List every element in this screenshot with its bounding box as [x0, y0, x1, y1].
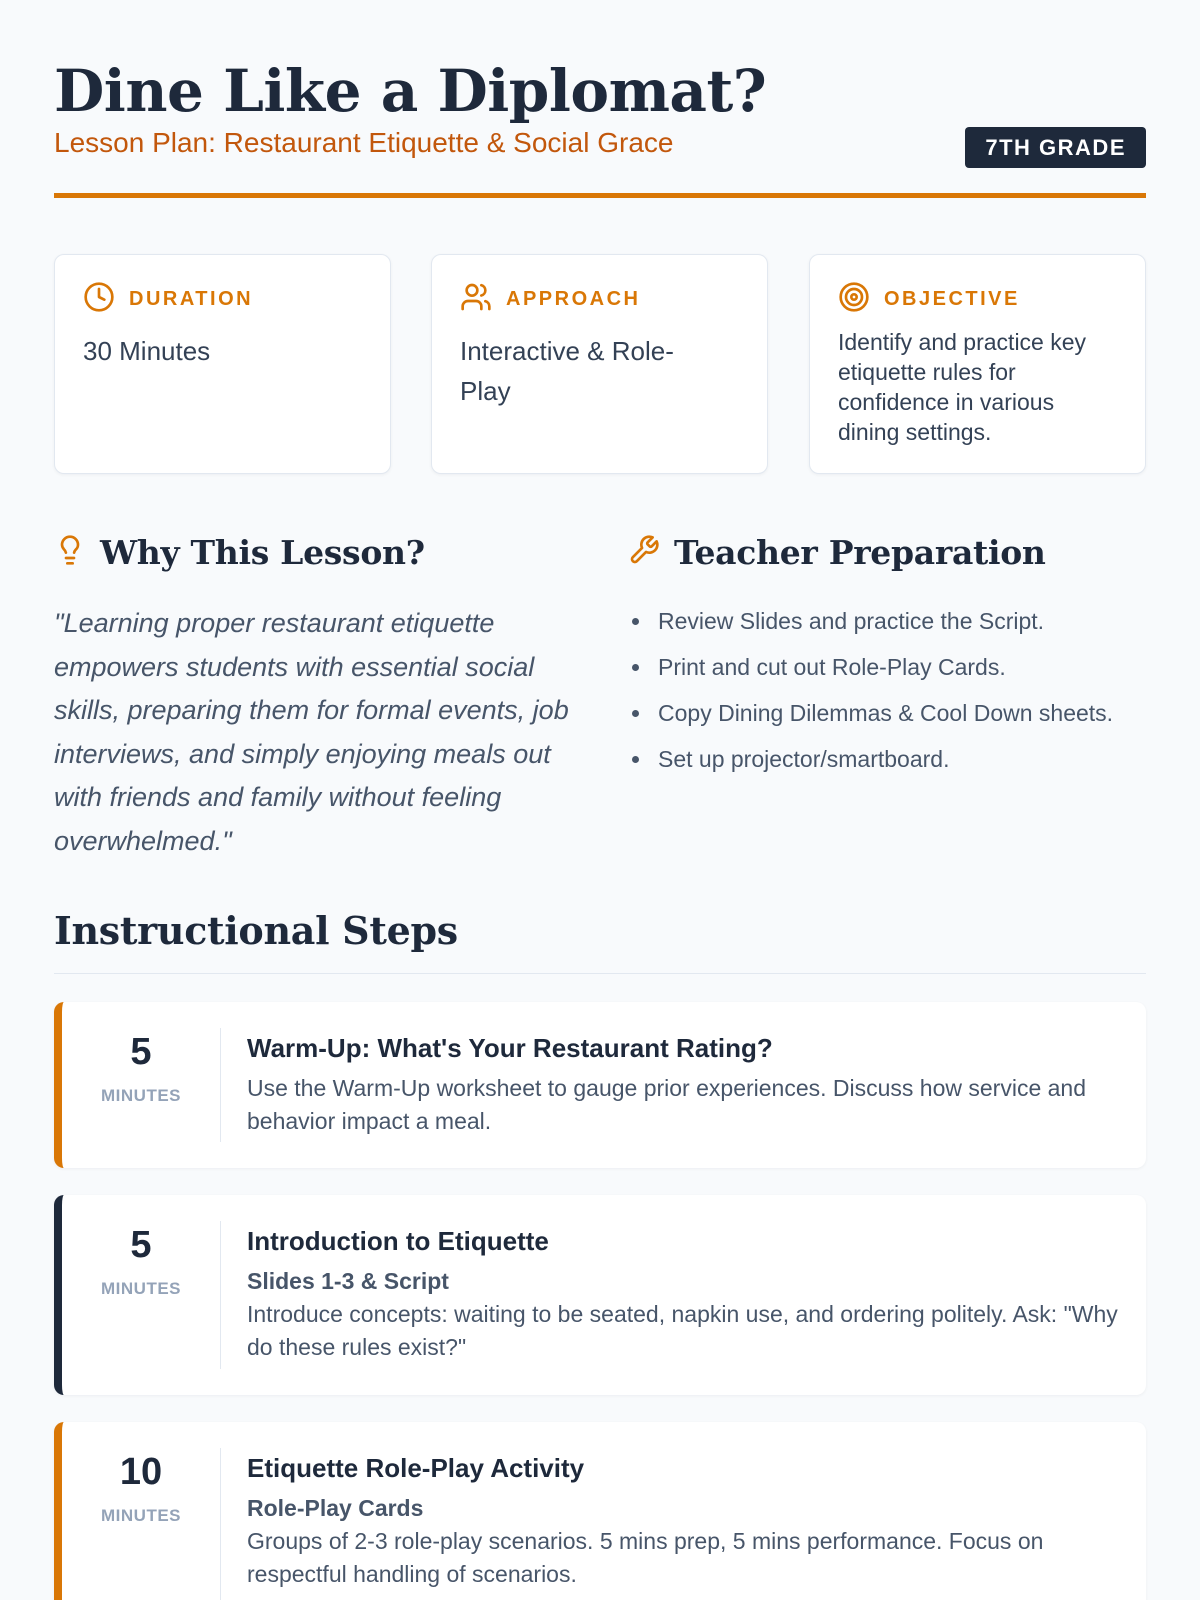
- step-unit: MINUTES: [101, 1086, 181, 1105]
- prep-item: Set up projector/smartboard.: [628, 736, 1146, 782]
- step-description: Use the Warm-Up worksheet to gauge prior experiences. Discuss how service and behavior impact a meal.: [247, 1075, 1087, 1134]
- step-duration: [62, 1223, 220, 1299]
- objective-card: [809, 254, 1146, 474]
- steps-divider: [54, 973, 1146, 974]
- step-minutes: 5: [130, 1031, 152, 1073]
- page-title: Dine Like a Diplomat?: [54, 57, 767, 125]
- duration-label: DURATION: [129, 287, 254, 310]
- objective-value: Identify and practice key etiquette rules for confidence in various dining settings.: [838, 329, 1087, 445]
- step-description: Introduce concepts: waiting to be seated, napkin use, and ordering politely. Ask: "Why do these rules exist?": [247, 1301, 1118, 1360]
- step-card-intro: [54, 1195, 1146, 1395]
- overview-section: [54, 528, 1146, 858]
- step-divider: [220, 1028, 221, 1142]
- step-description: Groups of 2-3 role-play scenarios. 5 mins prep, 5 mins performance. Focus on respectful handling of scenarios.: [247, 1528, 1044, 1587]
- header-divider: [54, 193, 1146, 198]
- step-card-roleplay: [54, 1422, 1146, 1600]
- info-cards: [54, 254, 1146, 474]
- why-title: Why This Lesson?: [100, 532, 425, 572]
- wrench-icon: [628, 534, 674, 571]
- prep-item: Print and cut out Role-Play Cards.: [628, 644, 1146, 690]
- step-unit: MINUTES: [101, 1506, 181, 1525]
- prep-section: [628, 528, 1146, 782]
- approach-value: Interactive & Role-Play: [460, 336, 674, 406]
- step-divider: [220, 1221, 221, 1369]
- step-title: Introduction to Etiquette: [247, 1226, 549, 1256]
- why-section: [54, 528, 584, 863]
- approach-card: [431, 254, 768, 474]
- page-header: [54, 0, 1146, 200]
- steps-title: Instructional Steps: [54, 908, 458, 953]
- duration-card: [54, 254, 391, 474]
- why-quote: "Learning proper restaurant etiquette empowers students with essential social skills, preparing them for formal events, job interviews, and simply enjoying meals out with friends and family without feeling overwhelmed.": [54, 608, 569, 856]
- prep-item: Review Slides and practice the Script.: [628, 598, 1146, 644]
- step-duration: [62, 1450, 220, 1526]
- step-materials: Role-Play Cards: [247, 1495, 424, 1521]
- target-icon: [838, 281, 884, 318]
- step-divider: [220, 1448, 221, 1600]
- duration-value: 30 Minutes: [83, 336, 211, 366]
- page-subtitle: Lesson Plan: Restaurant Etiquette & Social Grace: [54, 127, 674, 158]
- grade-badge: 7TH GRADE: [965, 127, 1146, 168]
- lightbulb-icon: [54, 534, 100, 571]
- step-unit: MINUTES: [101, 1279, 181, 1298]
- step-materials: Slides 1-3 & Script: [247, 1268, 449, 1294]
- step-title: Etiquette Role-Play Activity: [247, 1453, 585, 1483]
- step-card-warmup: [54, 1002, 1146, 1168]
- step-minutes: 5: [130, 1224, 152, 1266]
- step-minutes: 10: [119, 1451, 163, 1493]
- approach-label: APPROACH: [506, 287, 641, 310]
- step-title: Warm-Up: What's Your Restaurant Rating?: [247, 1033, 773, 1063]
- prep-list: [628, 598, 1146, 782]
- step-duration: [62, 1030, 220, 1106]
- objective-label: OBJECTIVE: [884, 287, 1020, 310]
- users-icon: [460, 281, 506, 318]
- prep-title: Teacher Preparation: [674, 532, 1046, 572]
- prep-item: Copy Dining Dilemmas & Cool Down sheets.: [628, 690, 1146, 736]
- clock-icon: [83, 281, 129, 318]
